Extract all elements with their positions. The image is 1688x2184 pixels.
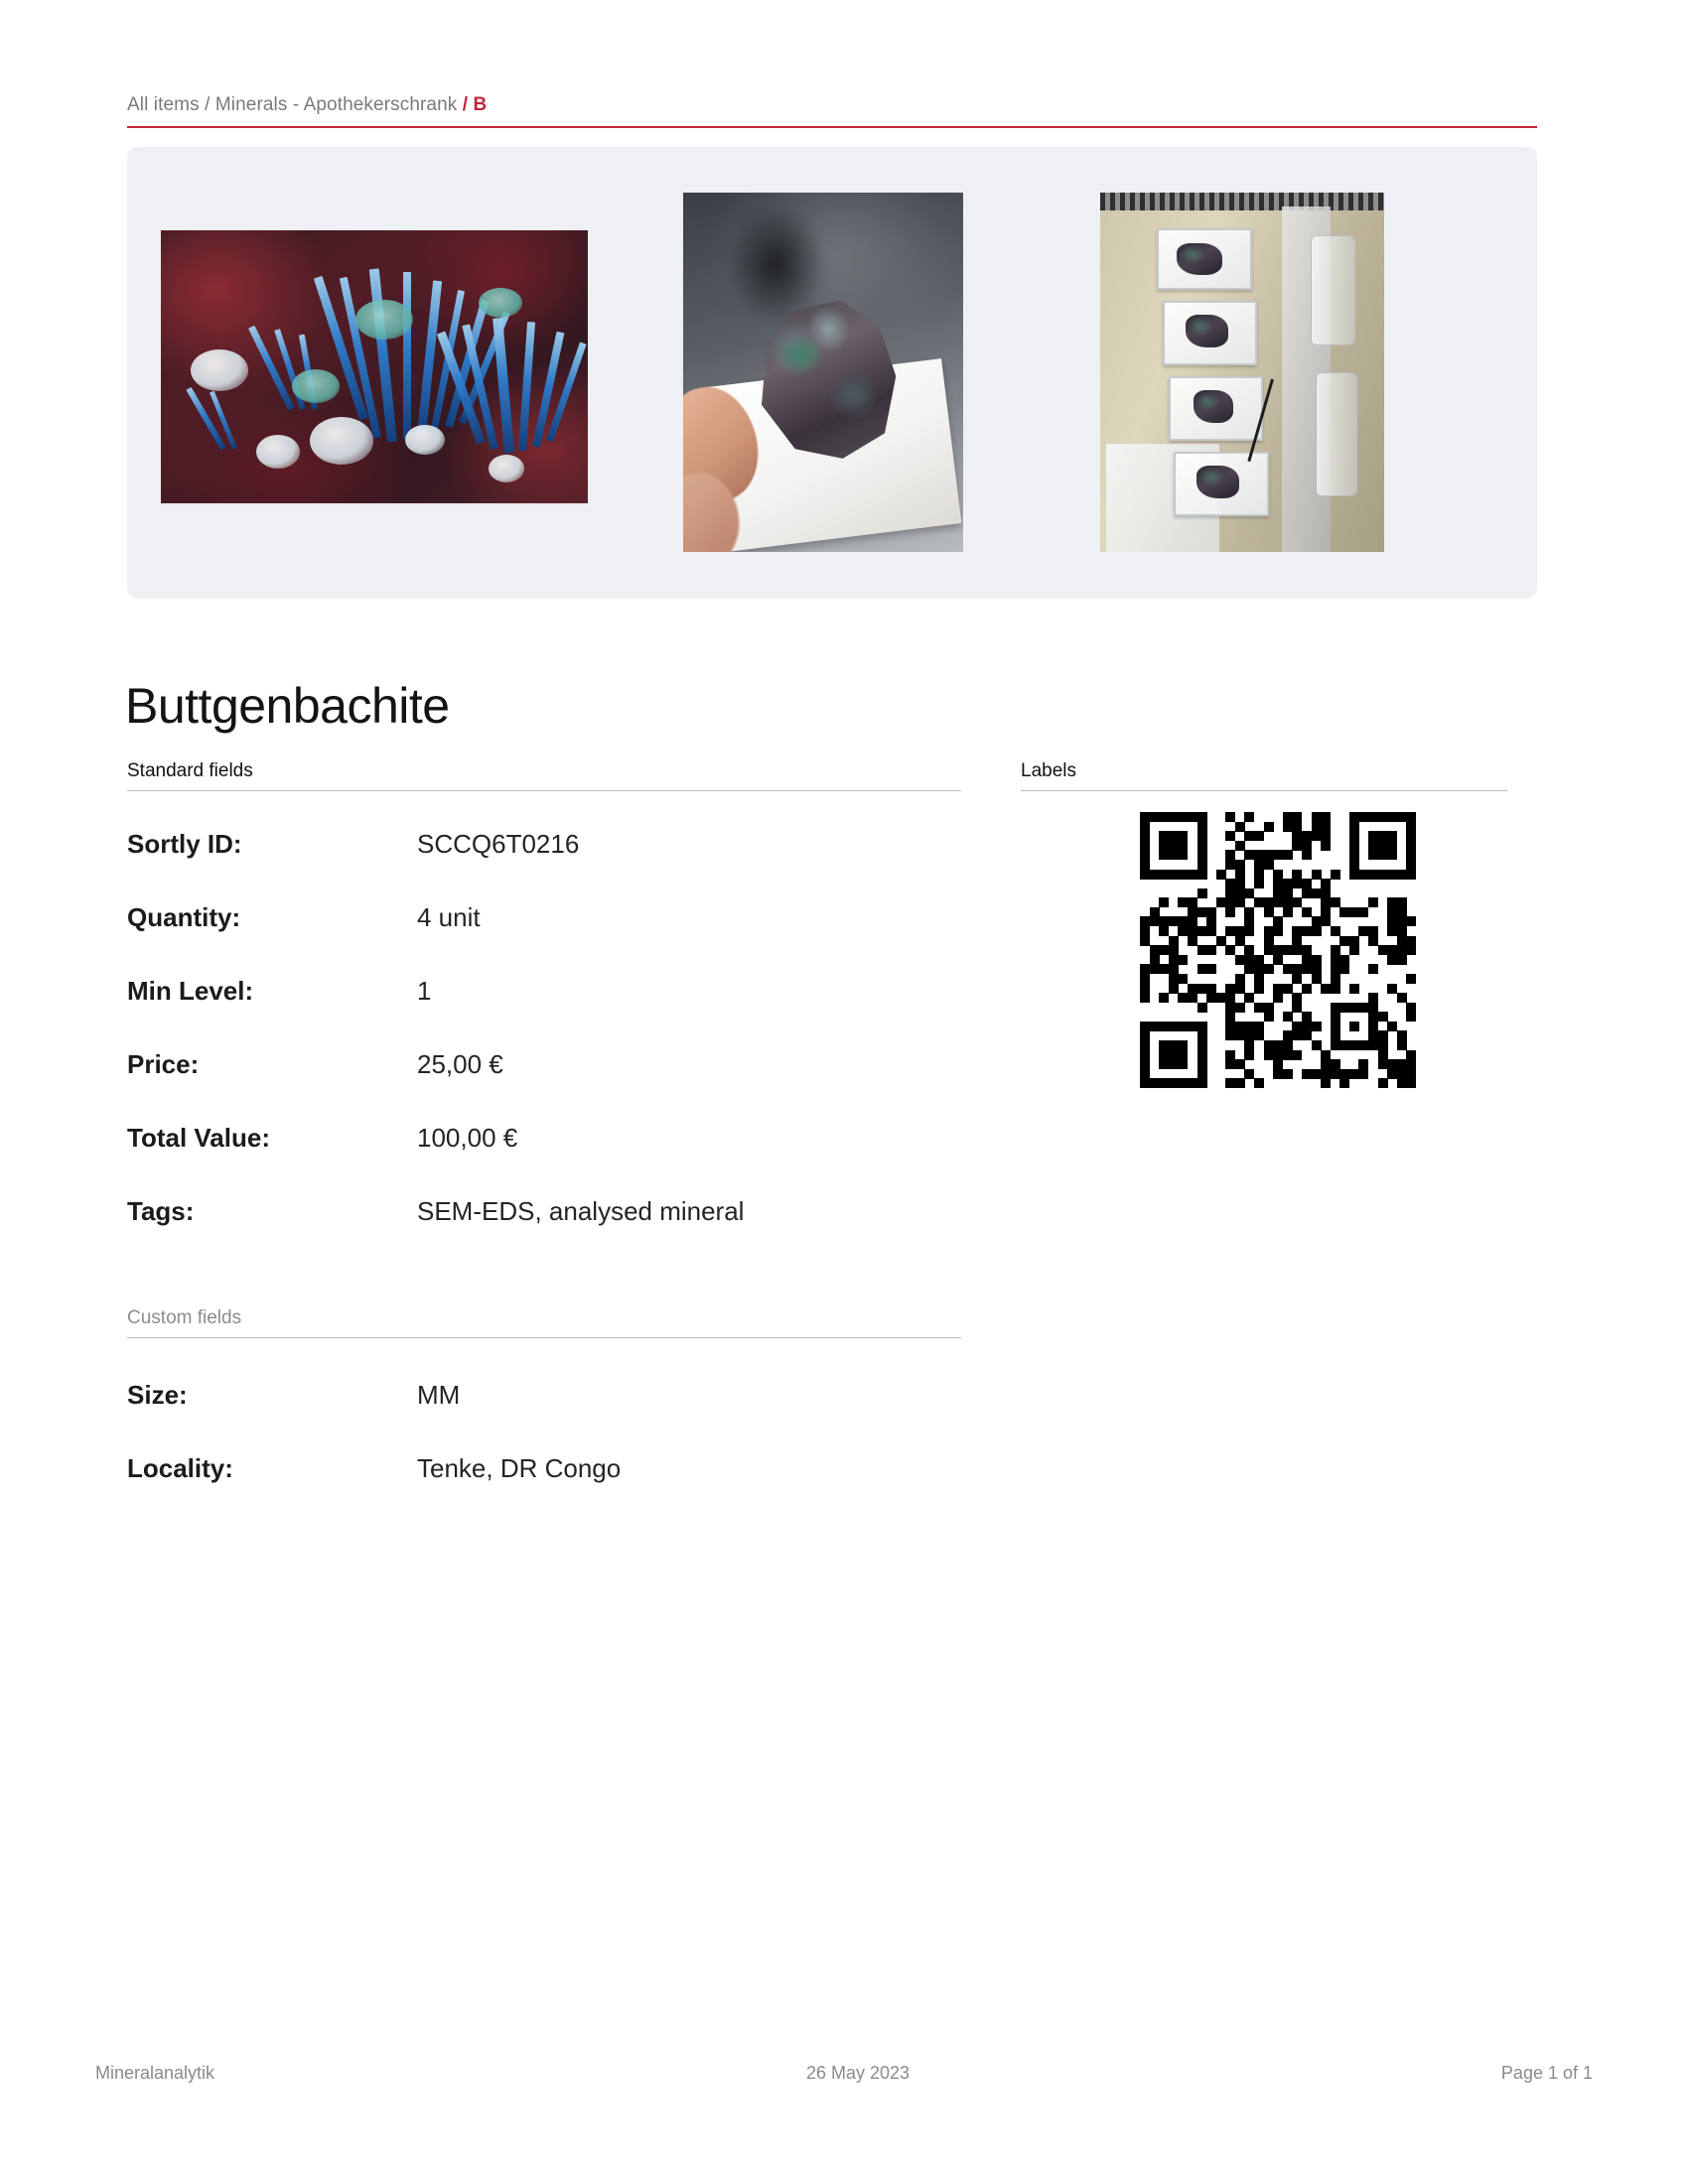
- custom-fields-list: [127, 1380, 621, 1527]
- field-row: [127, 976, 744, 1049]
- field-row: [127, 902, 744, 976]
- section-divider-custom: [127, 1337, 961, 1338]
- field-value: 100,00 €: [417, 1123, 518, 1153]
- breadcrumb-item-folder[interactable]: Minerals - Apothekerschrank: [214, 94, 458, 115]
- field-key: Sortly ID:: [127, 829, 242, 859]
- field-row: [127, 1453, 621, 1527]
- field-value: Tenke, DR Congo: [417, 1453, 622, 1483]
- item-photo-3[interactable]: [1100, 193, 1384, 552]
- breadcrumb-item-all-items[interactable]: All items: [127, 94, 200, 115]
- field-value: 4 unit: [417, 902, 481, 932]
- field-row: [127, 1123, 744, 1196]
- footer-center: 26 May 2023: [805, 2063, 911, 2083]
- field-key: Price:: [127, 1049, 200, 1079]
- item-photo-2[interactable]: [683, 193, 963, 552]
- field-key: Total Value:: [127, 1123, 270, 1153]
- breadcrumb: [127, 94, 1537, 116]
- section-divider-standard: [127, 790, 961, 791]
- item-photo-1[interactable]: [161, 230, 588, 503]
- section-label-custom-fields: Custom fields: [127, 1307, 242, 1328]
- field-value: SCCQ6T0216: [417, 829, 580, 859]
- footer-left: Mineralanalytik: [95, 2063, 215, 2083]
- section-label-standard-fields: Standard fields: [127, 760, 253, 781]
- footer-right: Page 1 of 1: [1500, 2063, 1593, 2083]
- section-standard-fields: [127, 760, 961, 791]
- page-title: Buttgenbachite: [125, 677, 450, 734]
- page-footer: [95, 2063, 1593, 2084]
- field-value: 1: [417, 976, 432, 1006]
- field-value: MM: [417, 1380, 461, 1410]
- section-divider-labels: [1021, 790, 1507, 791]
- field-row: [127, 1380, 621, 1453]
- field-row: [127, 829, 744, 902]
- photo-1-crystals: [161, 230, 588, 503]
- section-labels: [1021, 760, 1507, 791]
- breadcrumb-separator-current: /: [462, 94, 469, 115]
- breadcrumb-current: B: [473, 94, 488, 115]
- field-key: Locality:: [127, 1453, 233, 1483]
- field-key: Quantity:: [127, 902, 241, 932]
- standard-fields-list: [127, 829, 744, 1270]
- section-label-labels: Labels: [1021, 760, 1076, 781]
- breadcrumb-divider: [127, 126, 1537, 128]
- field-key: Tags:: [127, 1196, 195, 1226]
- field-row: [127, 1049, 744, 1123]
- breadcrumb-separator: /: [205, 94, 211, 115]
- photo-3-top-strip: [1100, 193, 1384, 210]
- image-gallery: [127, 147, 1537, 599]
- section-custom-fields: [127, 1307, 961, 1338]
- field-key: Size:: [127, 1380, 188, 1410]
- field-value: 25,00 €: [417, 1049, 503, 1079]
- photo-2-green-patch: [778, 337, 823, 372]
- qr-code-icon: [1140, 812, 1416, 1088]
- field-key: Min Level:: [127, 976, 254, 1006]
- field-value: SEM-EDS, analysed mineral: [417, 1196, 745, 1226]
- qr-code-label: [1140, 812, 1416, 1088]
- field-row: [127, 1196, 744, 1270]
